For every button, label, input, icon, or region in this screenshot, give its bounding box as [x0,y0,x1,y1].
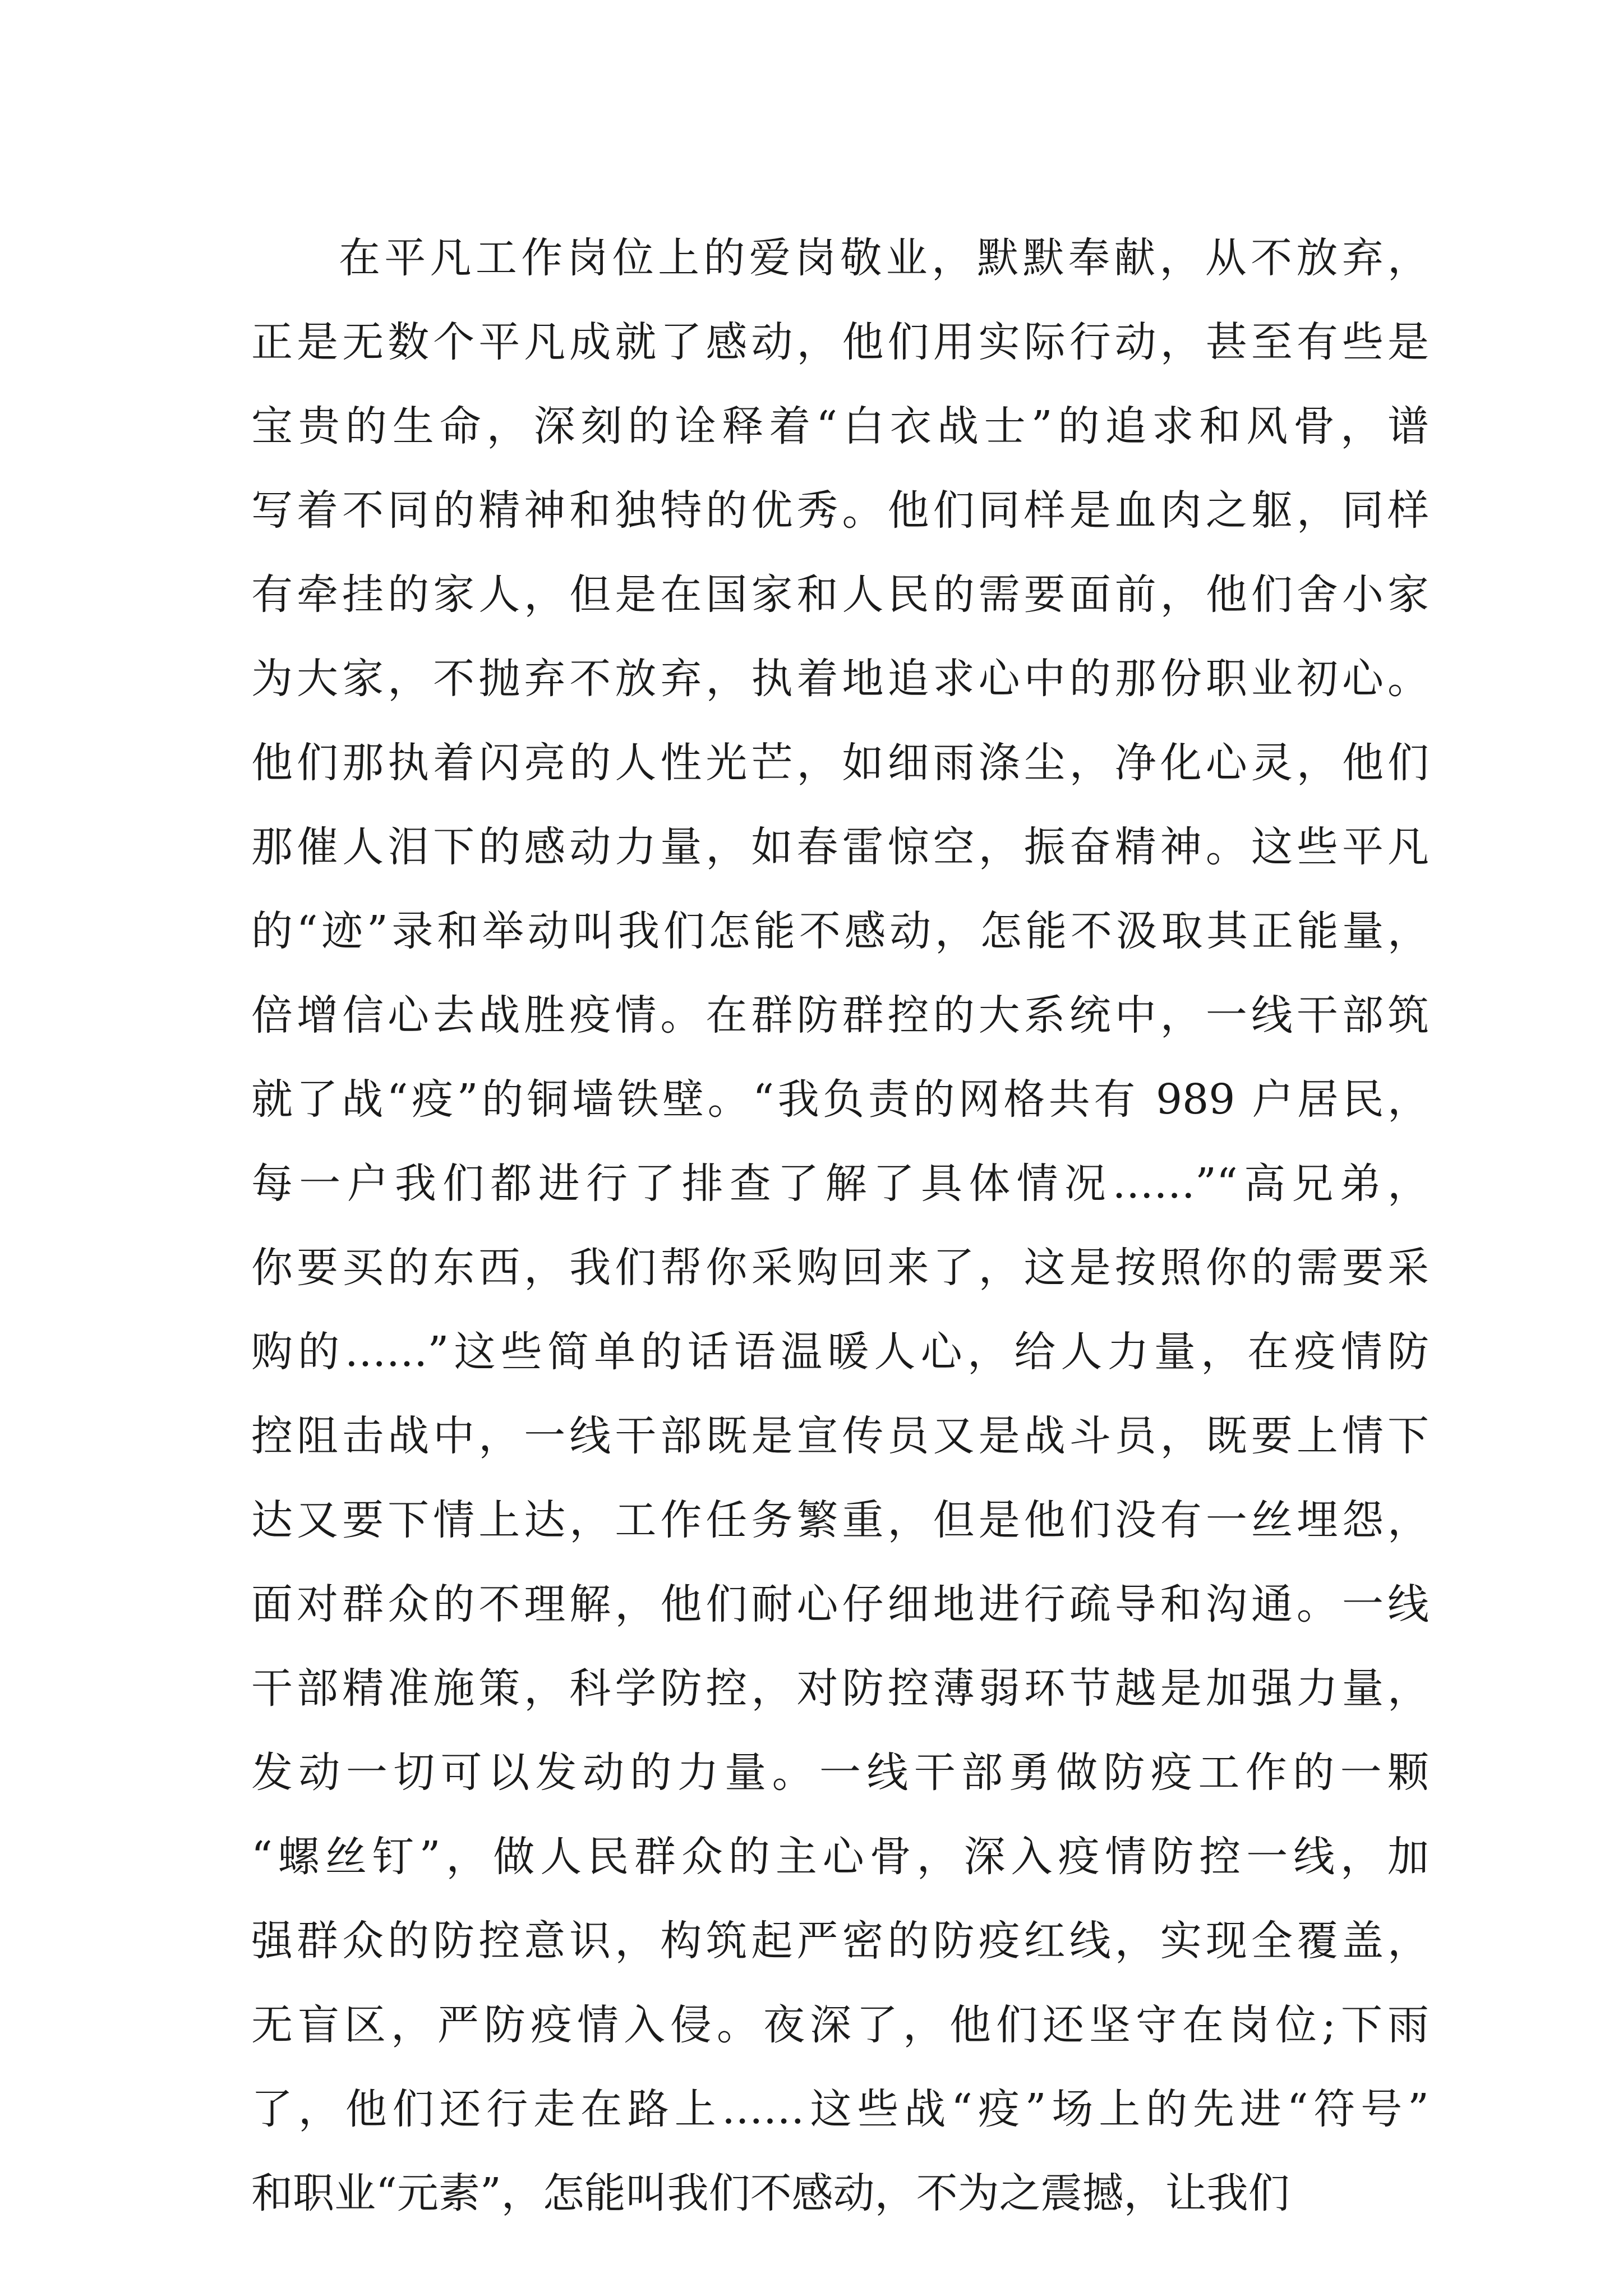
text-line: 强群众的防控意识，构筑起严密的防疫红线，实现全覆盖， [251,1917,1429,1965]
text-line: 为大家，不抛弃不放弃，执着地追求心中的那份职业初心。 [251,655,1429,703]
text-line: 达又要下情上达，工作任务繁重，但是他们没有一丝埋怨， [251,1496,1429,1544]
text-line: 每一户我们都进行了排查了解了具体情况……”“高兄弟， [251,1159,1429,1208]
text-line: 有牵挂的家人，但是在国家和人民的需要面前，他们舍小家 [251,570,1429,619]
text-line: 他们那执着闪亮的人性光芒，如细雨涤尘，净化心灵，他们 [251,739,1429,787]
text-line: 购的……”这些简单的话语温暖人心，给人力量，在疫情防 [251,1328,1429,1376]
body-paragraph [251,216,1429,2235]
text-line: 了，他们还行走在路上……这些战“疫”场上的先进“符号” [251,2085,1429,2133]
text-line: 那催人泪下的感动力量，如春雷惊空，振奋精神。这些平凡 [251,823,1429,871]
text-line: 正是无数个平凡成就了感动，他们用实际行动，甚至有些是 [251,318,1429,366]
text-line: 面对群众的不理解，他们耐心仔细地进行疏导和沟通。一线 [251,1580,1429,1628]
text-line: 干部精准施策，科学防控，对防控薄弱环节越是加强力量， [251,1664,1429,1713]
text-line: 你要买的东西，我们帮你采购回来了，这是按照你的需要采 [251,1244,1429,1292]
text-line: 就了战“疫”的铜墙铁壁。“我负责的网格共有 989 户居民， [251,1075,1429,1124]
text-line: “螺丝钉”，做人民群众的主心骨，深入疫情防控一线，加 [251,1833,1429,1881]
text-line: 发动一切可以发动的力量。一线干部勇做防疫工作的一颗 [251,1749,1429,1797]
text-line: 的“迹”录和举动叫我们怎能不感动，怎能不汲取其正能量， [251,907,1429,955]
text-line: 控阻击战中，一线干部既是宣传员又是战斗员，既要上情下 [251,1412,1429,1460]
text-line: 无盲区，严防疫情入侵。夜深了，他们还坚守在岗位;下雨 [251,2001,1429,2049]
text-line: 和职业“元素”，怎能叫我们不感动，不为之震撼，让我们 [251,2169,1290,2217]
text-line: 倍增信心去战胜疫情。在群防群控的大系统中，一线干部筑 [251,991,1429,1039]
text-line: 宝贵的生命，深刻的诠释着“白衣战士”的追求和风骨，谱 [251,402,1429,450]
text-line: 写着不同的精神和独特的优秀。他们同样是血肉之躯，同样 [251,486,1429,535]
text-line: 在平凡工作岗位上的爱岗敬业，默默奉献，从不放弃， [339,234,1429,282]
